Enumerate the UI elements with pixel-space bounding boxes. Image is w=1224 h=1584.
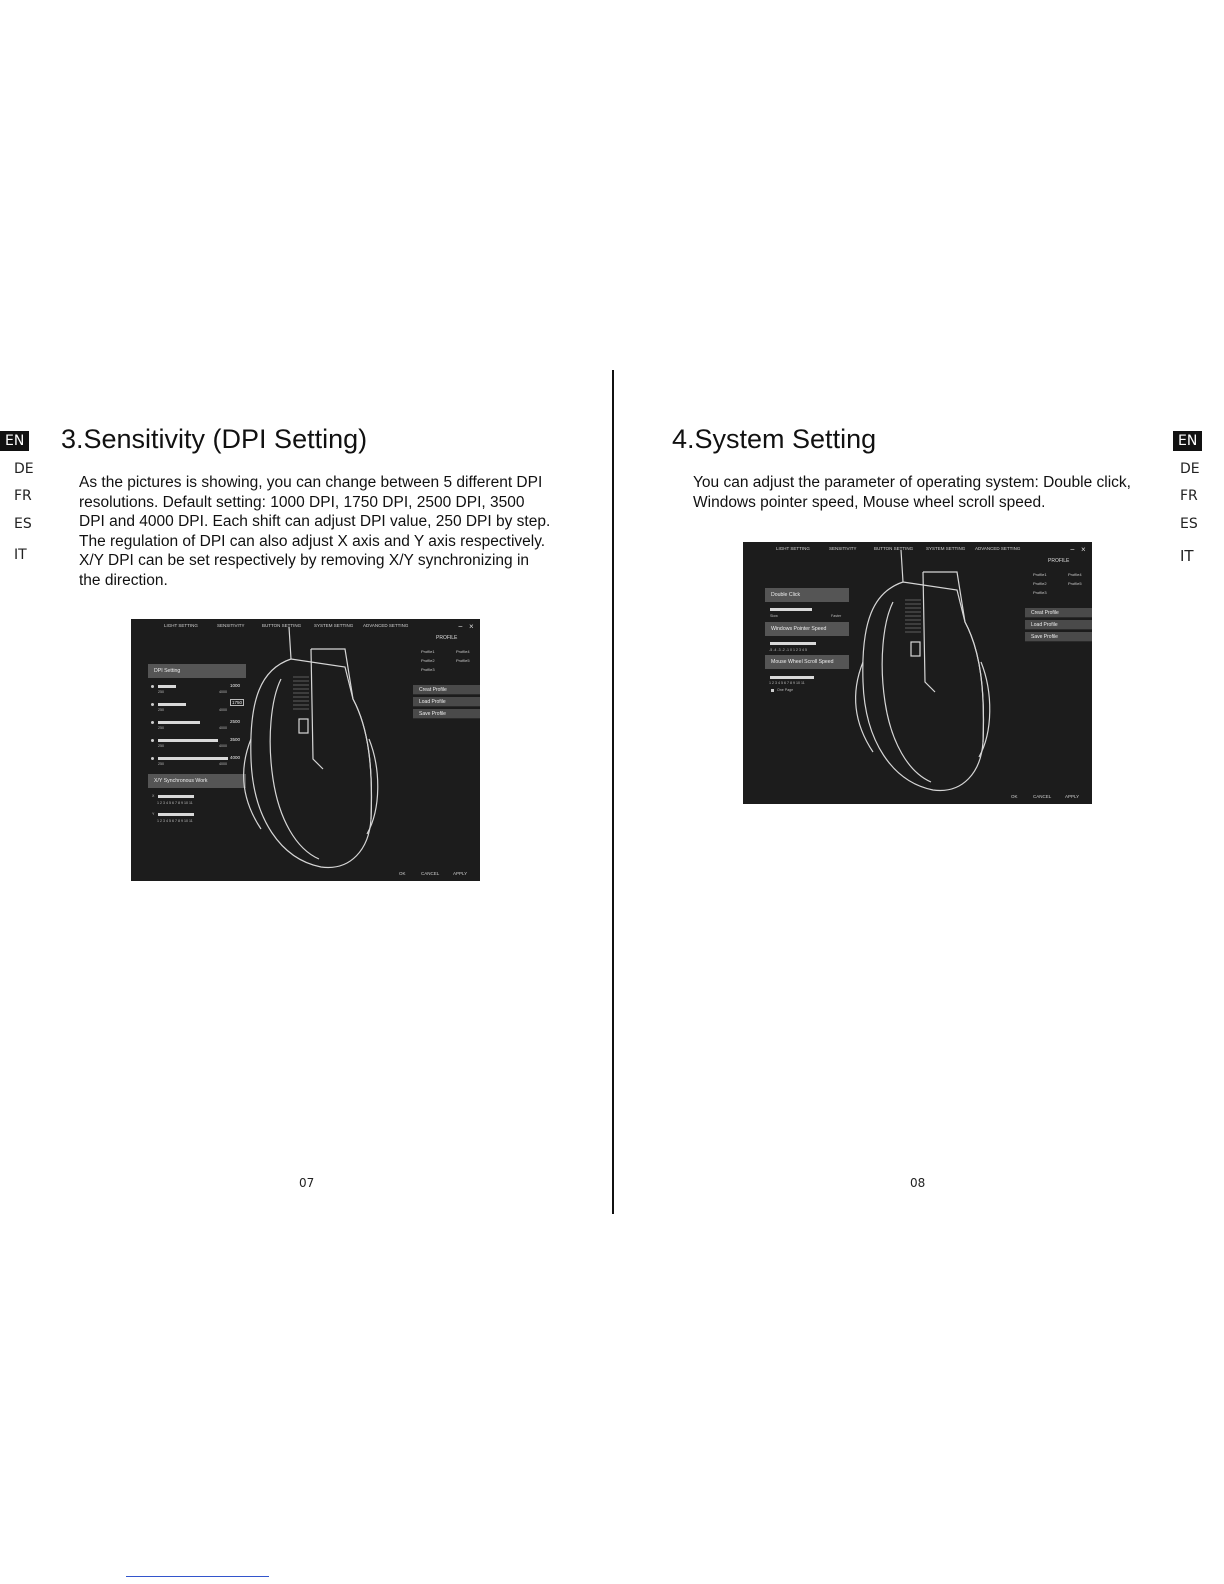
- lang-tab-it-left[interactable]: IT: [14, 547, 27, 563]
- left-page-title: 3.Sensitivity (DPI Setting): [61, 424, 368, 454]
- tab-sensitivity[interactable]: SENSITIVITY: [217, 623, 245, 628]
- profile-item-2[interactable]: Profile2: [421, 658, 435, 663]
- tab-system-setting[interactable]: SYSTEM SETTING: [314, 623, 354, 628]
- profile-item-3[interactable]: Profile3: [421, 667, 435, 672]
- tab-advanced-setting[interactable]: ADVANCED SETTING: [975, 546, 1021, 551]
- profile-item-3[interactable]: Profile3: [1033, 590, 1047, 595]
- dpi-level-3-value: 2500: [230, 719, 241, 724]
- dpi-level-5-value: 4000: [230, 755, 241, 760]
- lang-tab-en-right[interactable]: EN: [1173, 431, 1202, 451]
- dpi-level-3-min: 250: [158, 726, 164, 730]
- profile-item-5[interactable]: Profile5: [1068, 581, 1082, 586]
- footer-rule: [126, 1576, 269, 1577]
- pointer-speed-header[interactable]: Windows Pointer Speed: [765, 622, 849, 636]
- right-page-paragraph: You can adjust the parameter of operating system: Double click, Windows pointer speed, Mouse wheel scroll speed.: [693, 474, 1131, 511]
- dpi-level-2-max: 4000: [219, 708, 227, 712]
- dpi-level-2-value[interactable]: 1750: [232, 700, 243, 705]
- mouse-illustration: [131, 619, 480, 881]
- slow-label: Slow: [770, 614, 778, 618]
- scroll-speed-header[interactable]: Mouse Wheel Scroll Speed: [765, 655, 849, 669]
- dpi-settings-screenshot: [131, 619, 480, 881]
- right-page-title: 4.System Setting: [672, 424, 877, 454]
- dpi-level-1-value: 1000: [230, 683, 241, 688]
- dpi-level-4-min: 250: [158, 744, 164, 748]
- tab-sensitivity[interactable]: SENSITIVITY: [829, 546, 857, 551]
- tab-button-setting[interactable]: BUTTON SETTING: [874, 546, 914, 551]
- dpi-level-3-max: 4000: [219, 726, 227, 730]
- x-axis-label: X: [152, 794, 155, 798]
- tab-system-setting[interactable]: SYSTEM SETTING: [926, 546, 966, 551]
- lang-tab-fr-right[interactable]: FR: [1180, 488, 1198, 504]
- dpi-level-4-value: 3500: [230, 737, 241, 742]
- apply-button[interactable]: APPLY: [1065, 794, 1080, 799]
- dpi-level-5-min: 250: [158, 762, 164, 766]
- ok-button[interactable]: OK: [399, 871, 406, 876]
- page-divider: [612, 370, 614, 1214]
- lang-tab-it-right[interactable]: IT: [1180, 547, 1194, 565]
- xy-sync-header[interactable]: X/Y Synchronous Work: [148, 774, 246, 788]
- load-profile-button[interactable]: Load Profile: [413, 697, 480, 707]
- apply-button[interactable]: APPLY: [453, 871, 468, 876]
- one-page-label: One Page: [777, 688, 794, 692]
- lang-tab-de-right[interactable]: DE: [1180, 461, 1200, 477]
- left-page-number: 07: [299, 1176, 315, 1190]
- lang-tab-de-left[interactable]: DE: [14, 461, 34, 477]
- lang-tab-es-right[interactable]: ES: [1180, 516, 1198, 532]
- tab-button-setting[interactable]: BUTTON SETTING: [262, 623, 302, 628]
- y-axis-label: Y: [152, 812, 155, 816]
- close-icon[interactable]: ×: [469, 622, 474, 631]
- create-profile-button[interactable]: Creat Profile: [1025, 608, 1092, 618]
- pointer-speed-scale: -5 -4 -3 -2 -1 0 1 2 3 4 5: [769, 648, 807, 652]
- lang-tab-fr-left[interactable]: FR: [14, 488, 32, 504]
- profile-item-1[interactable]: Profile1: [421, 649, 435, 654]
- y-axis-scale: 1 2 3 4 5 6 7 8 9 10 11: [157, 819, 193, 823]
- dpi-level-1-min: 250: [158, 690, 164, 694]
- dpi-level-1-max: 4000: [219, 690, 227, 694]
- profile-header: PROFILE: [436, 635, 458, 641]
- tab-light-setting[interactable]: LIGHT SETTING: [776, 546, 810, 551]
- right-page-number: 08: [910, 1176, 926, 1190]
- ok-button[interactable]: OK: [1011, 794, 1018, 799]
- create-profile-button[interactable]: Creat Profile: [413, 685, 480, 695]
- dpi-level-5-max: 4000: [219, 762, 227, 766]
- close-icon[interactable]: ×: [1081, 545, 1086, 554]
- dpi-setting-header[interactable]: DPI Setting: [148, 664, 246, 678]
- profile-item-2[interactable]: Profile2: [1033, 581, 1047, 586]
- lang-tab-en-left[interactable]: EN: [0, 431, 29, 451]
- profile-header: PROFILE: [1048, 558, 1070, 564]
- profile-item-4[interactable]: Profile4: [456, 649, 470, 654]
- profile-item-4[interactable]: Profile4: [1068, 572, 1082, 577]
- mouse-illustration: [743, 542, 1092, 804]
- scroll-speed-scale: 1 2 3 4 5 6 7 8 9 10 11: [769, 681, 805, 685]
- profile-item-5[interactable]: Profile5: [456, 658, 470, 663]
- system-settings-screenshot: [743, 542, 1092, 804]
- double-click-header[interactable]: Double Click: [765, 588, 849, 602]
- save-profile-button[interactable]: Save Profile: [1025, 632, 1092, 642]
- tab-advanced-setting[interactable]: ADVANCED SETTING: [363, 623, 409, 628]
- cancel-button[interactable]: CANCEL: [1033, 794, 1052, 799]
- left-page-paragraph: As the pictures is showing, you can change between 5 different DPI resolutions. Default setting: 1000 DPI, 1750 DPI, 2500 DPI, 3500 DPI and 4000 DPI. Each shift can adjust DPI value, 250 DPI by step. The regulation of DPI can also adjust X axis and Y axis respectively. X/Y DPI can be set respectively by removing X/Y synchronizing in the direction.: [79, 474, 551, 589]
- tab-light-setting[interactable]: LIGHT SETTING: [164, 623, 198, 628]
- lang-tab-es-left[interactable]: ES: [14, 516, 32, 532]
- faster-label: Faster: [831, 614, 842, 618]
- dpi-level-4-max: 4000: [219, 744, 227, 748]
- minimize-icon[interactable]: −: [458, 622, 463, 631]
- x-axis-scale: 1 2 3 4 5 6 7 8 9 10 11: [157, 801, 193, 805]
- profile-item-1[interactable]: Profile1: [1033, 572, 1047, 577]
- minimize-icon[interactable]: −: [1070, 545, 1075, 554]
- dpi-level-2-min: 250: [158, 708, 164, 712]
- load-profile-button[interactable]: Load Profile: [1025, 620, 1092, 630]
- save-profile-button[interactable]: Save Profile: [413, 709, 480, 719]
- cancel-button[interactable]: CANCEL: [421, 871, 440, 876]
